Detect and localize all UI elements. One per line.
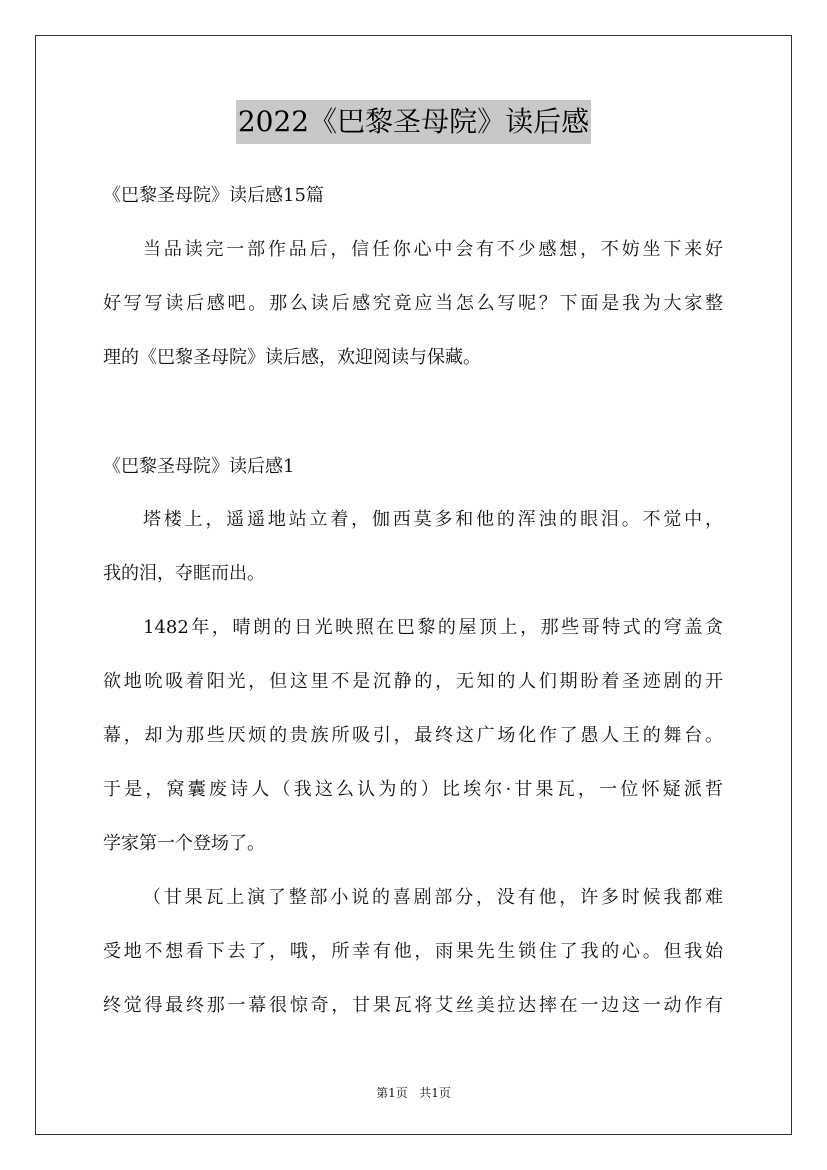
page-number: 第1页 bbox=[376, 1086, 408, 1100]
title-container bbox=[0, 100, 827, 144]
document-subtitle: 《巴黎圣母院》读后感15篇 bbox=[103, 185, 324, 206]
paragraph-line: 于是，窝囊废诗人（我这么认为的）比埃尔·甘果瓦，一位怀疑派哲 bbox=[103, 779, 723, 800]
paragraph-line: 我的泪，夺眶而出。 bbox=[103, 563, 265, 584]
paragraph-line: 受地不想看下去了，哦，所幸有他，雨果先生锁住了我的心。但我始 bbox=[103, 941, 723, 962]
document-title: 2022《巴黎圣母院》读后感 bbox=[236, 100, 591, 144]
paragraph-line: （甘果瓦上演了整部小说的喜剧部分，没有他，许多时候我都难 bbox=[143, 887, 723, 908]
paragraph-line: 欲地吮吸着阳光，但这里不是沉静的，无知的人们期盼着圣迹剧的开 bbox=[103, 671, 723, 692]
paragraph-line: 学家第一个登场了。 bbox=[103, 833, 265, 854]
page-footer bbox=[0, 1084, 827, 1101]
paragraph-line: 幕，却为那些厌烦的贵族所吸引，最终这广场化作了愚人王的舞台。 bbox=[103, 725, 723, 746]
paragraph-line: 终觉得最终那一幕很惊奇，甘果瓦将艾丝美拉达摔在一边这一动作有 bbox=[103, 995, 723, 1016]
section-heading: 《巴黎圣母院》读后感1 bbox=[103, 456, 295, 477]
intro-line: 理的《巴黎圣母院》读后感，欢迎阅读与保藏。 bbox=[103, 347, 481, 368]
paragraph-line: 1482年，晴朗的日光映照在巴黎的屋顶上，那些哥特式的穹盖贪 bbox=[143, 617, 723, 638]
paragraph-line: 塔楼上，遥遥地站立着，伽西莫多和他的浑浊的眼泪。不觉中， bbox=[143, 509, 723, 530]
intro-line: 当品读完一部作品后，信任你心中会有不少感想，不妨坐下来好 bbox=[143, 239, 723, 260]
page-total: 共1页 bbox=[419, 1086, 451, 1100]
intro-line: 好写写读后感吧。那么读后感究竟应当怎么写呢？下面是我为大家整 bbox=[103, 293, 723, 314]
